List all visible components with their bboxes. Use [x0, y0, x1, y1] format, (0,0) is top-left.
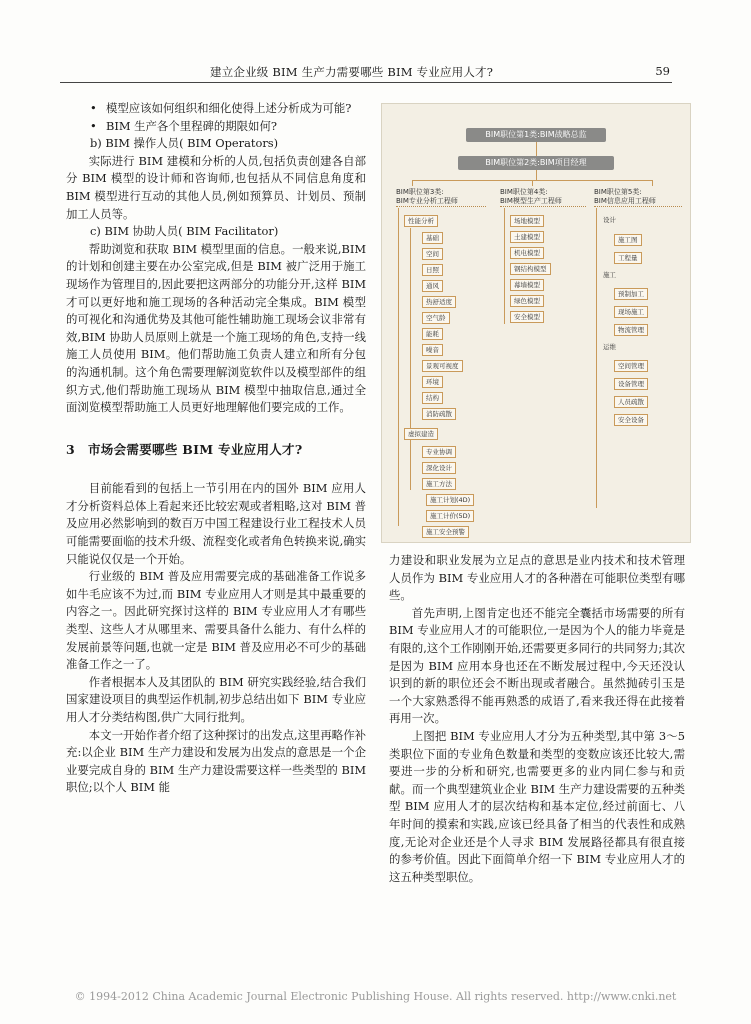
running-title: 建立企业级 BIM 生产力需要哪些 BIM 专业应用人才? [210, 65, 494, 79]
tree-node: 土建模型 [510, 231, 544, 243]
paragraph: 目前能看到的包括上一节引用在内的国外 BIM 应用人才分析资料总体上看起来还比较宏观或者粗略,这对 BIM 普及应用必然影响到的数百万中国工程建设行业工程技术人员可能需要面临的技术升级、流程变化或者角色转换来说,确实只能说仅仅是一个开始。 [66, 481, 366, 566]
group-node: 设计 [603, 216, 616, 224]
paragraph: 首先声明,上图肯定也还不能完全囊括市场需要的所有 BIM 专业应用人才的可能职位,一是因为个人的能力毕竟是有限的,这个工作刚刚开始,还需要更多同行的共同努力;其次是因为 BIM 应用本身也还在不断发展过程中,今天还没认识到的新的职位还会不断出现或者融合。虽然抛砖引玉是一个大家熟悉得不能再熟悉的成语了,看来我还得在此接着再用一次。 [389, 605, 685, 726]
tree-node: 物流管理 [614, 324, 648, 336]
tree-node: 施工方法 [422, 478, 456, 490]
paragraph: 作者根据本人及其团队的 BIM 研究实践经验,结合我们国家建设项目的典型运作机制,初步总结出如下 BIM 专业应用人才分类结构图,供广大同行批判。 [66, 674, 366, 724]
tree-node: 空间管理 [614, 360, 648, 372]
tree-node: 景观可视度 [422, 360, 463, 372]
diagram-second-box: BIM职位第2类:BIM项目经理 [458, 156, 614, 170]
tree-node: 钢结构模型 [510, 263, 551, 275]
paragraph: 行业级的 BIM 普及应用需要完成的基础准备工作说多如牛毛应该不为过,而 BIM 专业应用人才则是其中最重要的内容之一。因此研究探讨这样的 BIM 专业应用人才有哪些类型、这些人才从哪里来、需要具备什么能力、有什么样的发展前景等问题,也就一定是 BIM 普及应用必不可少的基础准备工作之一了。 [66, 569, 366, 672]
tree-node: 基础 [422, 232, 443, 244]
right-column [389, 552, 685, 886]
paragraph: 实际进行 BIM 建模和分析的人员,包括负责创建各自部分 BIM 模型的设计师和咨询师,也包括从不同信息角度和 BIM 模型进行互动的其他人员,例如预算员、计划员、预制加工人员等。 [66, 153, 366, 221]
connector-line [596, 208, 597, 508]
tree-node: 安全模型 [510, 311, 544, 323]
copyright-footer: © 1994-2012 China Academic Journal Electronic Publishing House. All rights reserved. http://www.cnki.net [74, 990, 677, 1003]
tree-node: 能耗 [422, 328, 443, 340]
section-title: 市场会需要哪些 BIM 专业应用人才? [88, 441, 303, 457]
paragraph: 力建设和职业发展为立足点的意思是业内技术和技术管理人员作为 BIM 专业应用人才的各种潜在可能职位类型有哪些。 [389, 553, 685, 603]
tree-node: 施工计价(5D) [426, 510, 474, 522]
tree-node: 现场施工 [614, 306, 648, 318]
tree-node: 环境 [422, 376, 443, 388]
tree-node: 机电模型 [510, 247, 544, 259]
connector-line [410, 228, 411, 490]
subheading-c: c) BIM 协助人员( BIM Facilitator) [90, 224, 279, 239]
tree-node: 专业协调 [422, 446, 456, 458]
tree-node: 通风 [422, 280, 443, 292]
group-node: 性能分析 [404, 215, 438, 227]
page-header [60, 62, 672, 83]
group-node: 虚拟建造 [404, 428, 438, 440]
tree-node: 设备管理 [614, 378, 648, 390]
category-4-title: BIM职位第4类: BIM模型生产工程师 [500, 188, 586, 207]
group-node: 运维 [603, 343, 616, 351]
connector-line [412, 180, 413, 186]
connector-line [532, 180, 533, 186]
diagram-top-box: BIM职位第1类:BIM战略总监 [466, 128, 606, 142]
tree-node: 幕墙模型 [510, 279, 544, 291]
tree-node: 工程量 [614, 252, 642, 264]
paragraph: 本文一开始作者介绍了这种探讨的出发点,这里再略作补充:以企业 BIM 生产力建设和发展为出发点的意思是一个企业要完成自身的 BIM 生产力建设需要这样一些类型的 BIM 职位;以个人 BIM 能 [66, 727, 366, 795]
tree-node: 噪音 [422, 344, 443, 356]
tree-node: 空气龄 [422, 312, 450, 324]
connector-line [536, 142, 537, 156]
tree-node: 热舒适度 [422, 296, 456, 308]
tree-node: 空间 [422, 248, 443, 260]
paragraph: 帮助浏览和获取 BIM 模型里面的信息。一般来说,BIM 的计划和创建主要在办公室完成,但是 BIM 被广泛用于施工现场作为管理目的,因此要把这两部分的功能分开,这样 BIM 才可以更好地和施工现场的各种活动完全集成。BIM 模型的可视化和沟通优势及其他可能性辅助施工现场会议非常有效,BIM 协助人员原则上就是一个施工现场的角色,支持一线施工人员使用 BIM。他们帮助施工负责人建立和所有分包的沟通机制。这个角色需要理解浏览软件以及模型部件的组织方式,他们帮助施工现场从 BIM 模型中抽取信息,通过全面浏览模型帮助施工人员更好地理解他们要完成的工作。 [66, 241, 366, 415]
bim-position-diagram [381, 103, 691, 543]
category-5-title: BIM职位第5类: BIM信息应用工程师 [594, 188, 682, 207]
connector-line [398, 208, 399, 526]
tree-node: 场地模型 [510, 215, 544, 227]
left-column [66, 100, 366, 797]
tree-node: 施工图 [614, 234, 642, 246]
section-number: 3 [66, 441, 75, 457]
tree-node: 施工计划(4D) [426, 494, 474, 506]
section-heading [66, 441, 366, 459]
bullet-icon: • [90, 118, 97, 133]
bullet-list [66, 100, 366, 135]
page-number: 59 [655, 64, 670, 78]
tree-node: 绿色模型 [510, 295, 544, 307]
tree-node: 预制加工 [614, 288, 648, 300]
category-3-title: BIM职位第3类: BIM专业分析工程师 [396, 188, 486, 207]
tree-node: 施工安全预警 [422, 526, 469, 538]
list-item: • 模型应该如何组织和细化使得上述分析成为可能? [66, 100, 366, 118]
tree-node: 日照 [422, 264, 443, 276]
connector-line [652, 180, 653, 186]
tree-node: 人员疏散 [614, 396, 648, 408]
bullet-icon: • [90, 101, 97, 115]
tree-node: 消防疏散 [422, 408, 456, 420]
paragraph: 上图把 BIM 专业应用人才分为五种类型,其中第 3～5 类职位下面的专业角色数量和类型的变数应该还比较大,需要进一步的分析和研究,也需要更多的业内同仁参与和贡献。而一个典型建筑业企业 BIM 生产力建设需要的五种类型 BIM 应用人才的层次结构和基本定位,经过前面七、八年时间的摸索和实践,应该已经具备了相当的代表性和成熟度,无论对企业还是个人寻求 BIM 发展路径都具有很直接的参考价值。因此下面简单介绍一下 BIM 专业应用人才的这五种类型职位。 [389, 728, 685, 884]
group-node: 施工 [603, 271, 616, 279]
tree-node: 深化设计 [422, 462, 456, 474]
connector-line [504, 208, 505, 324]
connector-line [536, 170, 537, 180]
tree-node: 安全设备 [614, 414, 648, 426]
subheading-b: b) BIM 操作人员( BIM Operators) [90, 136, 279, 151]
list-item: • BIM 生产各个里程碑的期限如何? [66, 118, 366, 136]
tree-node: 结构 [422, 392, 443, 404]
